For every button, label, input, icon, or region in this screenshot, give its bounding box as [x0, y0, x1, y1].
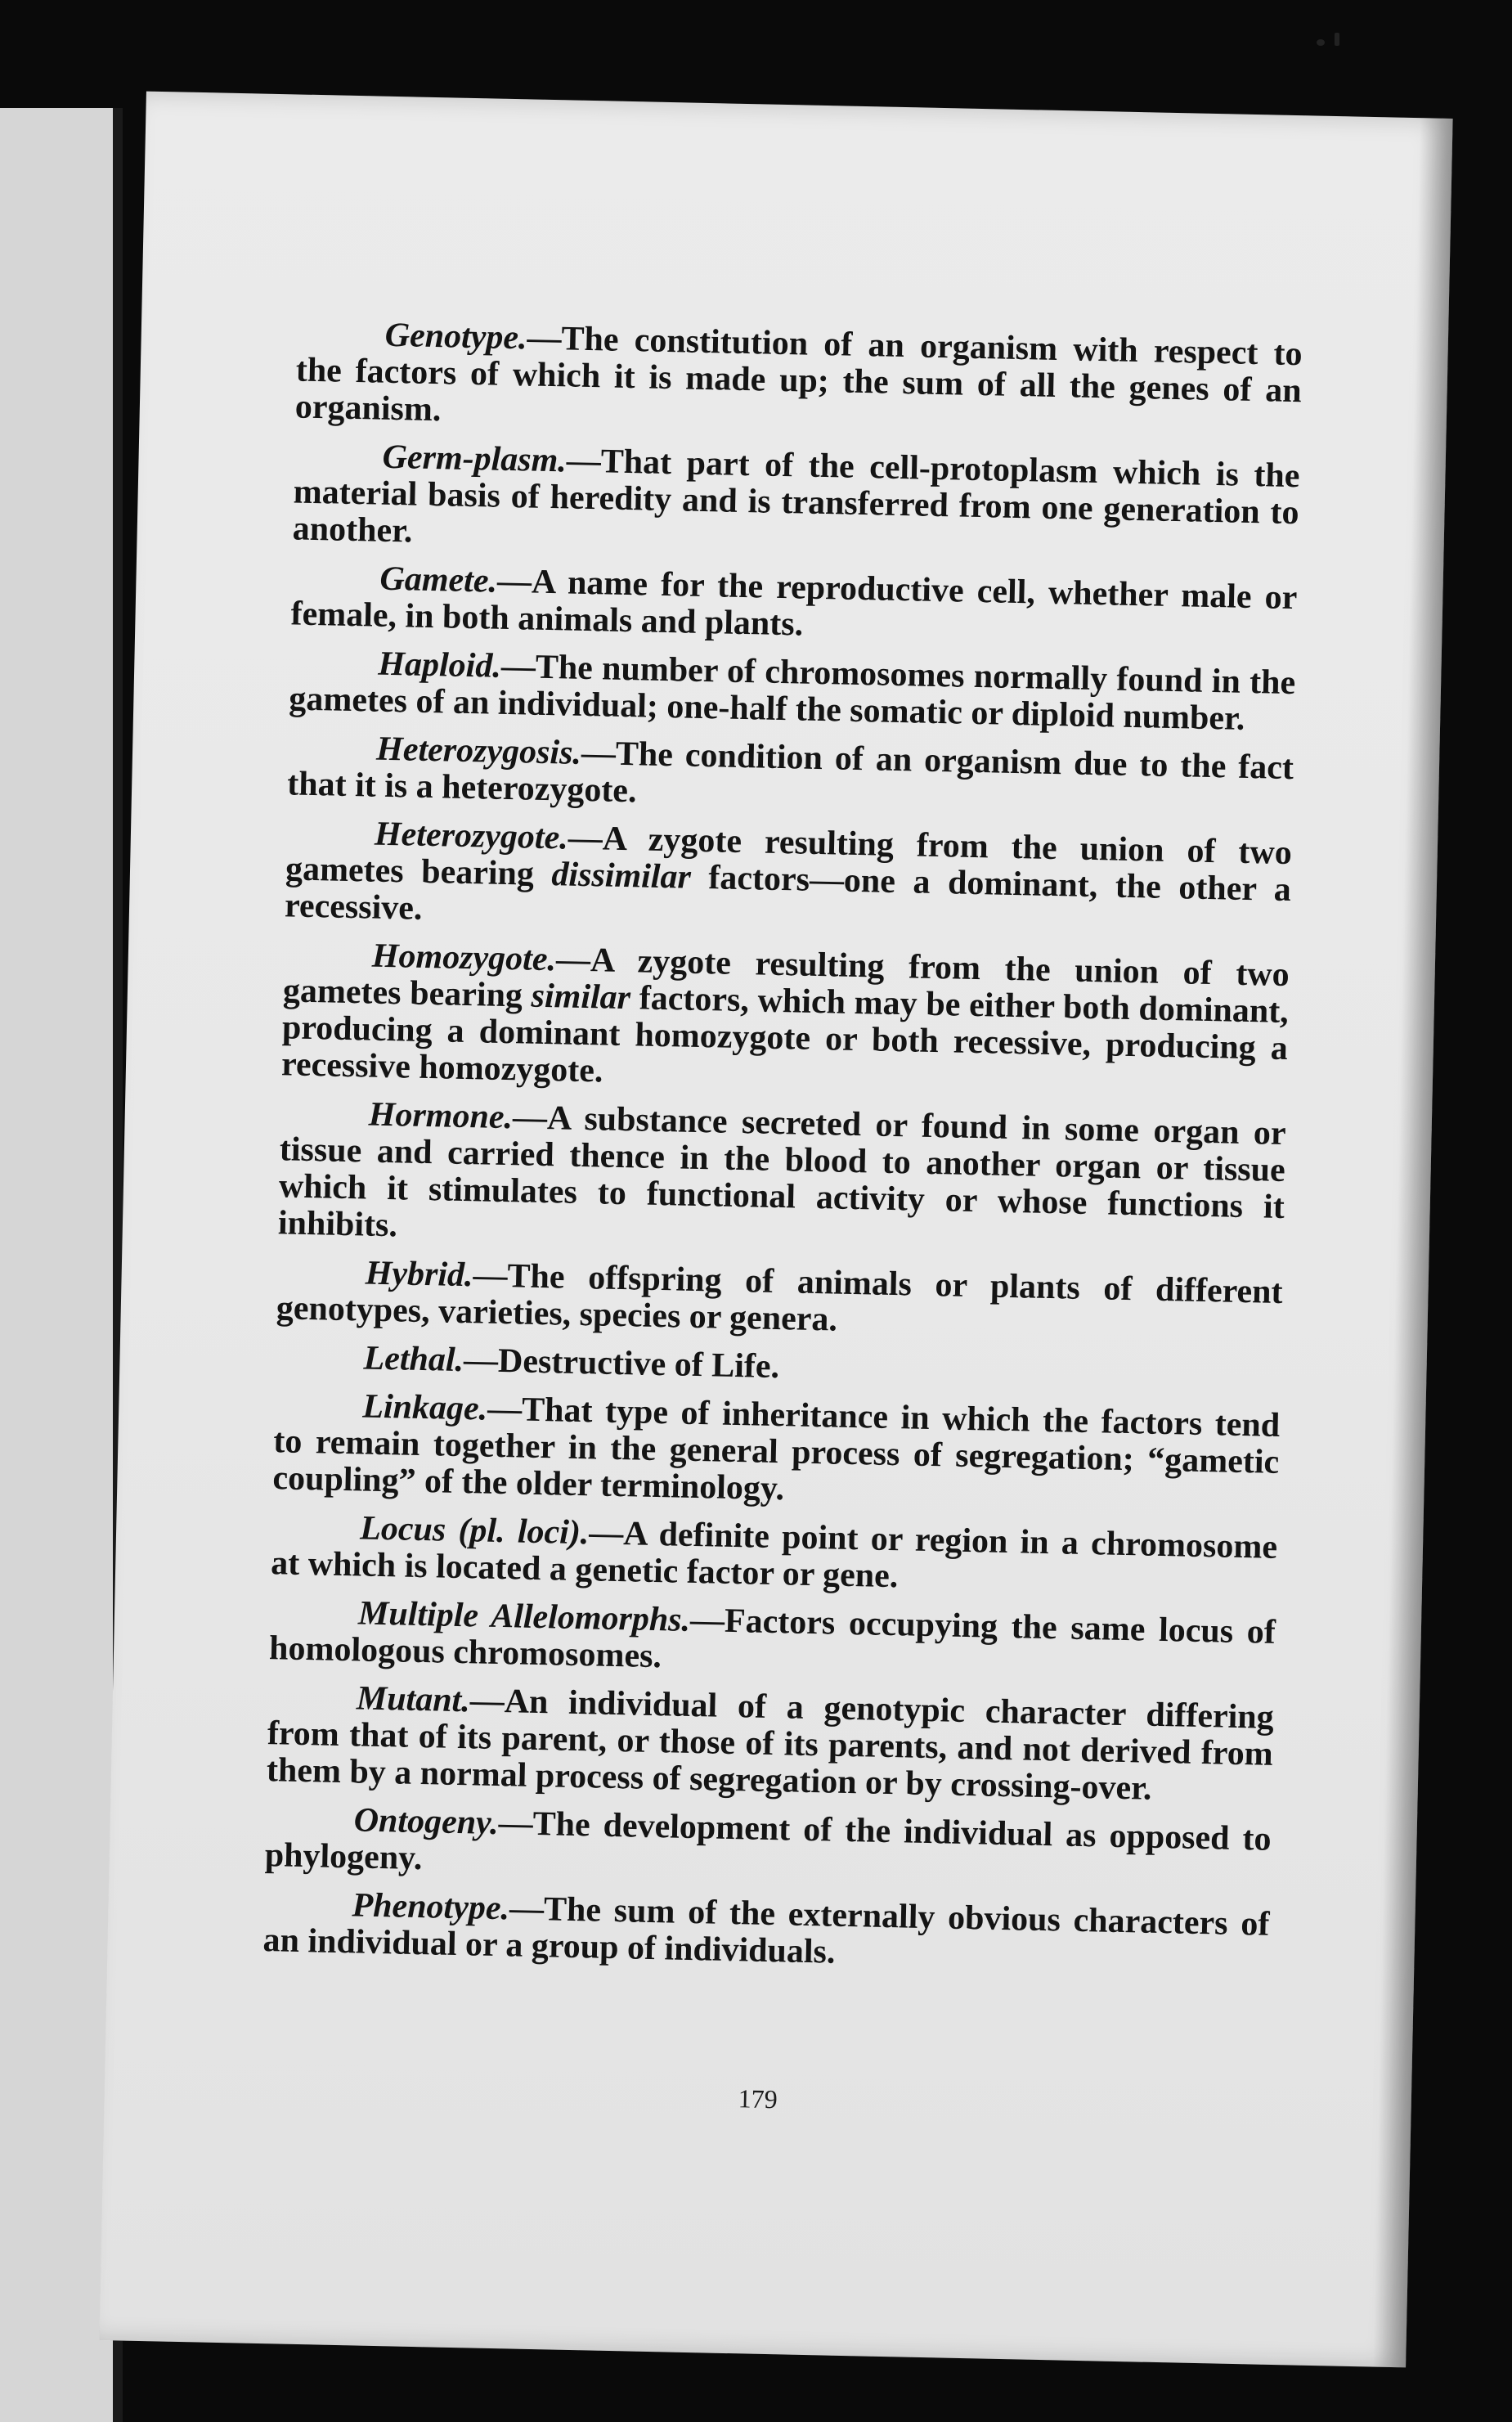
entry-dash: — — [509, 1890, 545, 1929]
glossary-term: Germ-plasm. — [382, 438, 568, 480]
glossary-term: Linkage. — [361, 1387, 488, 1428]
glossary-definition: A name for the reproductive cell, whether male or female, in both animals and plants. — [290, 563, 1298, 644]
page-number: 179 — [738, 2083, 778, 2114]
glossary-entry-gamete — [290, 559, 1298, 654]
entry-dash: — — [487, 1390, 523, 1429]
glossary-definition-part: A zygote resulting from the union of two gametes bearing — [282, 941, 1290, 1015]
glossary-term: Haploid. — [377, 645, 502, 685]
dust-speck — [1335, 33, 1339, 46]
emphasized-word: dissimilar — [550, 856, 692, 896]
glossary-entry-phenotype — [262, 1885, 1270, 1980]
glossary-term: Multiple Allelomorphs. — [357, 1594, 691, 1639]
entry-dash: — — [566, 442, 602, 481]
glossary-definition-part: factors—one a dominant, the other a recessive. — [284, 858, 1292, 928]
entry-dash: — — [463, 1341, 499, 1380]
glossary-entry-homozygote — [281, 936, 1290, 1104]
glossary-definition: The condition of an organism due to the fact that it is a heterozygote. — [286, 735, 1294, 811]
entry-dash: — — [689, 1601, 725, 1640]
glossary-entry-lethal — [275, 1338, 1281, 1396]
entry-dash: — — [568, 819, 603, 858]
emphasized-word: similar — [531, 977, 631, 1018]
glossary-definition-part: factors, which may be either both dominant, producing a dominant homozygote or both recessive, producing a recessive homozygote. — [280, 979, 1290, 1090]
glossary-entry-hormone — [278, 1094, 1286, 1263]
glossary-definition: The offspring of animals or plants of different genotypes, varieties, species or genera. — [276, 1257, 1284, 1339]
glossary-entry-haploid — [289, 644, 1296, 739]
entry-dash: — — [496, 562, 532, 601]
entry-dash: — — [500, 647, 536, 686]
glossary-entry-hybrid — [276, 1253, 1283, 1348]
glossary-entry-heterozygosis — [287, 729, 1294, 824]
glossary-term: Hybrid. — [365, 1254, 474, 1295]
glossary-definition: The number of chromosomes normally found in the gametes of an individual; one-half the somatic or diploid number. — [288, 648, 1296, 738]
glossary-definition: A definite point or region in a chromosome at which is located a genetic factor or gene. — [270, 1515, 1278, 1596]
glossary-definition: Destructive of Life. — [497, 1341, 780, 1386]
glossary-entry-ontogeny — [264, 1800, 1272, 1895]
adjacent-page-edge — [0, 108, 114, 2422]
glossary-entry-locus — [271, 1508, 1278, 1603]
glossary-entry-mutant — [267, 1678, 1275, 1810]
glossary-entry-multiple-allelomorphs — [269, 1593, 1276, 1688]
glossary-definition: An individual of a genotypic character differing from that of its parent, or those of its parents, and not derived from them by a normal process of segregation or by crossing-over. — [266, 1683, 1275, 1808]
glossary-definition: The sum of the externally obvious characters of an individual or a group of individuals. — [262, 1890, 1270, 1971]
glossary-entry-heterozygote — [285, 814, 1293, 946]
glossary-term: Gamete. — [379, 559, 498, 600]
page-shadow — [1373, 118, 1453, 2367]
glossary-definition-part: A zygote resulting from the union of two gametes bearing — [285, 820, 1293, 894]
glossary-term: Ontogeny. — [353, 1801, 500, 1843]
glossary-definition: A substance secreted or found in some organ or tissue and carried thence in the blood to another organ or tissue which it stimulates to functional activity or whose functions it inhibits. — [277, 1099, 1287, 1245]
glossary-term: Hormone. — [368, 1095, 514, 1137]
glossary-text — [262, 315, 1303, 1991]
glossary-entry-genotype — [294, 315, 1303, 447]
entry-dash: — — [527, 319, 563, 358]
glossary-entry-linkage — [272, 1386, 1281, 1518]
entry-dash: — — [512, 1099, 548, 1138]
glossary-term: Mutant. — [356, 1679, 471, 1720]
entry-dash: — — [469, 1682, 505, 1721]
entry-dash: — — [473, 1256, 509, 1296]
glossary-definition: Factors occupying the same locus of homologous chromosomes. — [268, 1602, 1276, 1676]
glossary-term: Locus (pl. loci). — [359, 1509, 590, 1553]
glossary-definition: The constitution of an organism with respect to the factors of which it is made up; the sum of all the genes of an organism. — [294, 320, 1303, 429]
book-page — [99, 92, 1452, 2368]
glossary-term: Homozygote. — [371, 937, 557, 979]
glossary-definition: That part of the cell-protoplasm which is the material basis of heredity and is transferred from one generation to another. — [292, 443, 1300, 550]
glossary-term: Phenotype. — [352, 1886, 510, 1928]
glossary-definition: The development of the individual as opposed to phylogeny. — [264, 1804, 1272, 1878]
glossary-term: Lethal. — [363, 1339, 464, 1380]
glossary-term: Genotype. — [384, 316, 528, 357]
glossary-term: Heterozygosis. — [375, 730, 582, 772]
entry-dash: — — [555, 941, 591, 980]
entry-dash: — — [498, 1804, 534, 1843]
glossary-term: Heterozygote. — [374, 815, 569, 857]
glossary-entry-germ-plasm — [292, 437, 1300, 568]
entry-dash: — — [581, 734, 617, 773]
glossary-definition: That type of inheritance in which the factors tend to remain together in the general process of segregation; “gametic coupling” of the older terminology. — [272, 1391, 1281, 1508]
dust-speck — [1317, 39, 1325, 46]
entry-dash: — — [588, 1514, 624, 1553]
